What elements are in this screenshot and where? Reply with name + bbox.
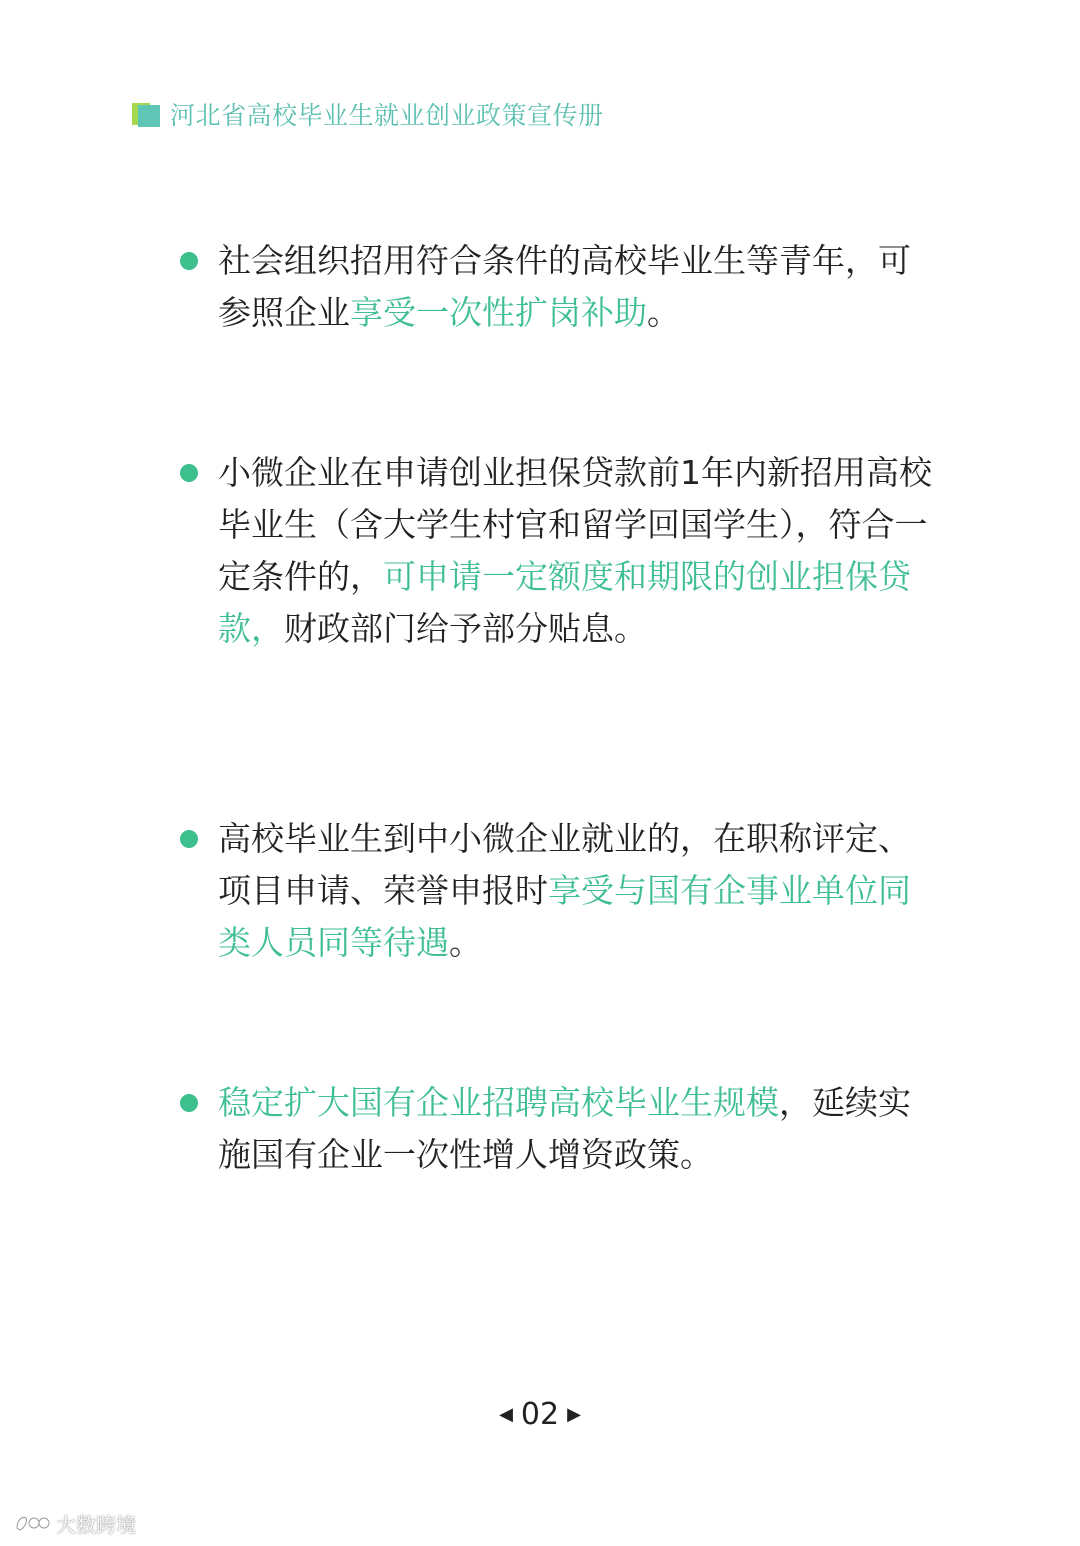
- policy-text: 小微企业在申请创业担保贷款前1年内新招用高校毕业生（含大学生村官和留学回国学生），符合一定条件的，: [218, 453, 932, 596]
- page-header: [132, 96, 604, 132]
- policy-text: 社会组织招用符合条件的高校毕业生等青年，可参照企业: [218, 241, 911, 332]
- watermark-logo-icon: [14, 1512, 50, 1534]
- policy-text: 。: [647, 293, 680, 332]
- bullet-dot-icon: [180, 252, 198, 270]
- policy-highlight: 可申请一定额度和期限的创业担保贷款，: [218, 557, 911, 648]
- header-square-icon: [132, 99, 162, 129]
- triangle-left-icon: ◀: [499, 1403, 513, 1425]
- header-title: 河北省高校毕业生就业创业政策宣传册: [170, 101, 604, 130]
- watermark: [14, 1508, 136, 1538]
- page-number: [0, 1392, 1080, 1437]
- bullet-dot-icon: [180, 464, 198, 482]
- page-number-value: 02: [520, 1396, 560, 1432]
- policy-item: [178, 813, 938, 969]
- watermark-text: 大数跨境: [56, 1512, 136, 1537]
- policy-text: 高校毕业生到中小微企业就业的，在职称评定、项目申请、荣誉申报时: [218, 819, 911, 910]
- policy-highlight: 稳定扩大国有企业招聘高校毕业生规模: [218, 1083, 779, 1122]
- policy-highlight: 享受一次性扩岗补助: [350, 293, 647, 332]
- bullet-dot-icon: [180, 830, 198, 848]
- policy-text: 财政部门给予部分贴息。: [284, 609, 647, 648]
- bullet-dot-icon: [180, 1094, 198, 1112]
- policy-item: [178, 235, 938, 339]
- triangle-right-icon: ▶: [567, 1403, 581, 1425]
- policy-text: 。: [449, 923, 482, 962]
- policy-highlight: 享受与国有企事业单位同类人员同等待遇: [218, 871, 911, 962]
- policy-item: [178, 447, 938, 655]
- policy-text: ，延续实施国有企业一次性增人增资政策。: [218, 1083, 911, 1174]
- policy-item: [178, 1077, 938, 1181]
